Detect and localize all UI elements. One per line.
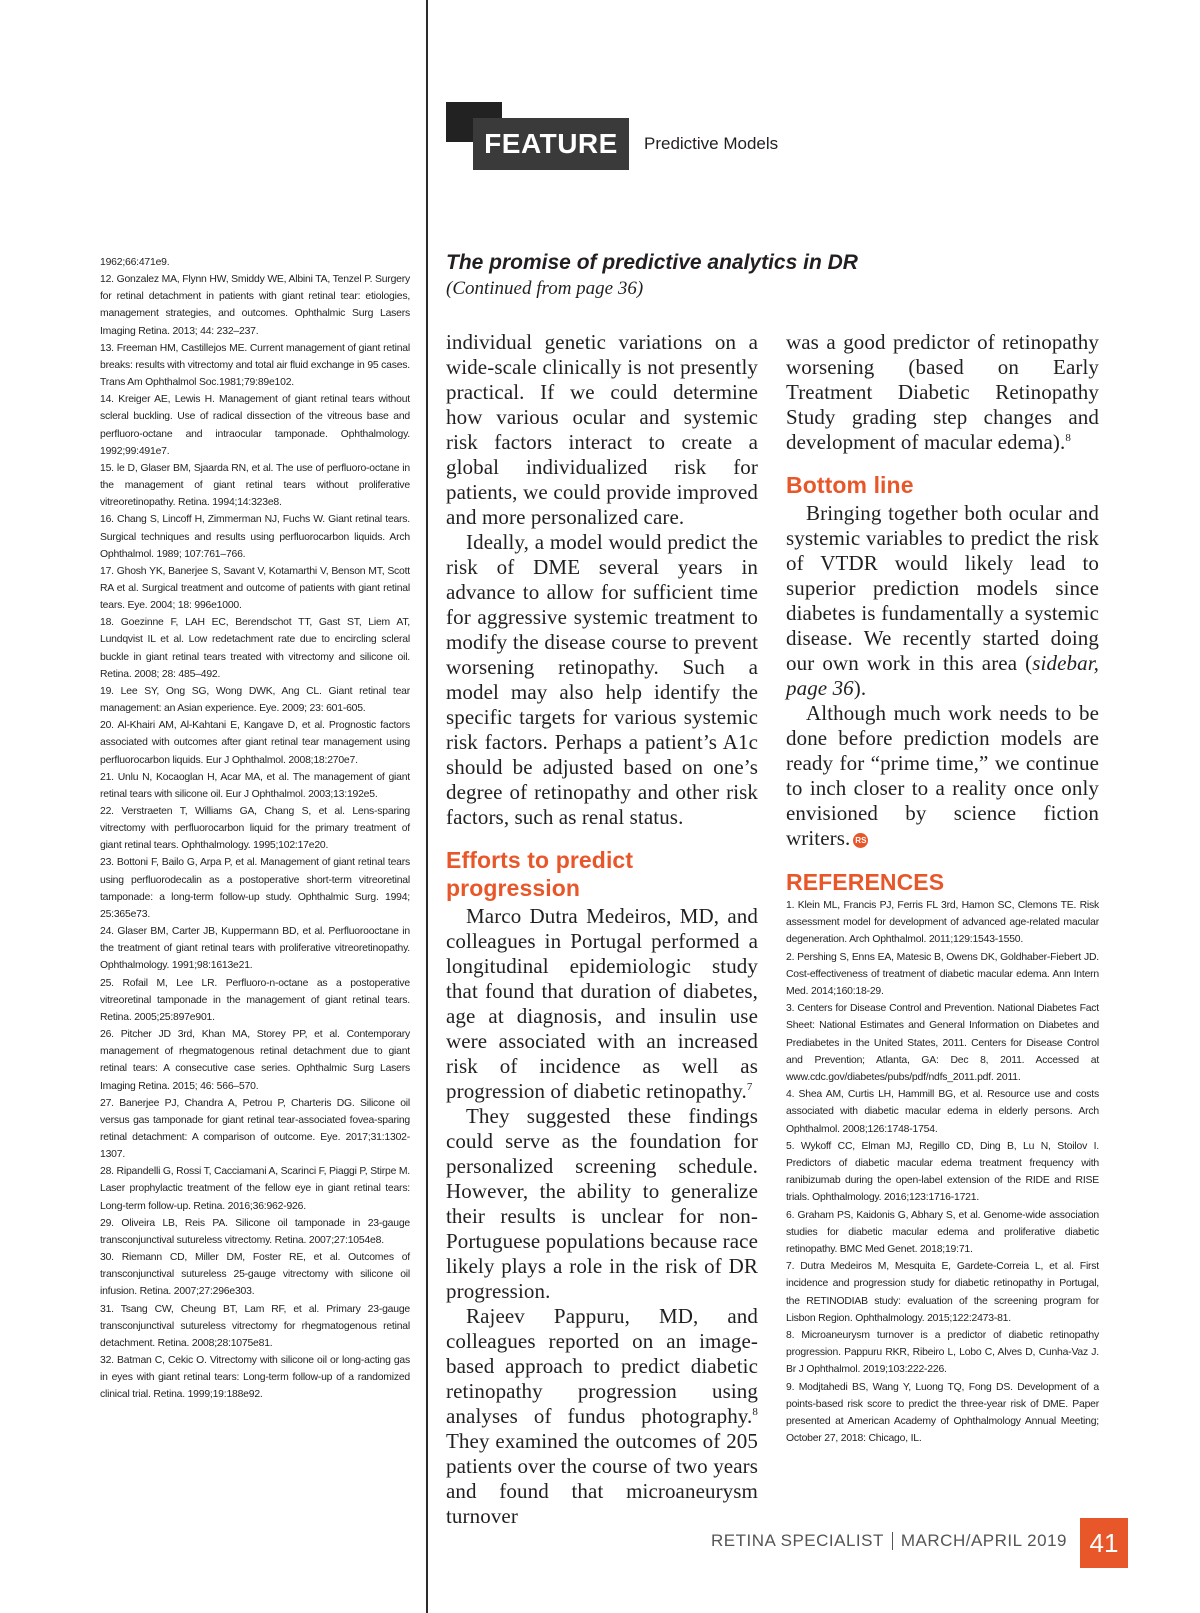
reference-item: 15. le D, Glaser BM, Sjaarda RN, et al. The use of perfluoro-octane in the management of giant retinal tears without proliferative vitreoretinopathy. Retina. 1994;14:323e8.	[100, 462, 410, 509]
right-references	[786, 897, 1099, 1448]
reference-item: 18. Goezinne F, LAH EC, Berendschot TT, Gast ST, Liem AT, Lundqvist IL et al. Low redetachment rate due to encircling scleral buckle in giant retinal tears treated with vitrectomy and silicone oil. Retina. 2008; 28: 485–492.	[100, 617, 410, 680]
reference-item: 21. Unlu N, Kocaoglan H, Acar MA, et al. The management of giant retinal tears with silicone oil. Eur J Ophthalmol. 2003;13:192e5.	[100, 771, 410, 800]
reference-item: 20. Al-Khairi AM, Al-Kahtani E, Kangave D, et al. Prognostic factors associated with outcomes after giant retinal tear management using perfluorocarbon liquids. Eur J Ophthalmol. 2008;18:270e7.	[100, 720, 410, 766]
reference-item: 16. Chang S, Lincoff H, Zimmerman NJ, Fuchs W. Giant retinal tears. Surgical techniques and results using perfluorocarbon liquids. Arch Ophthalmol. 1989; 107:761–766.	[100, 514, 410, 560]
reference-item: 14. Kreiger AE, Lewis H. Management of giant retinal tears without scleral buckling. Use of radical dissection of the vitreous base and perfluoro-octane and intraocular tamponade. Ophthalmology. 1992;99:491e7.	[100, 394, 410, 457]
reference-item: 2. Pershing S, Enns EA, Matesic B, Owens DK, Goldhaber-Fiebert JD. Cost-effectiveness of treatment of diabetic macular edema. Ann Intern Med. 2014;160:18-29.	[786, 951, 1099, 998]
reference-item: 13. Freeman HM, Castillejos ME. Current management of giant retinal breaks: results with vitrectomy and total air fluid exchange in 95 cases. Trans Am Ophthalmol Soc.1981;79:89e102.	[100, 342, 410, 389]
section-heading-bottom-line: Bottom line	[786, 472, 914, 498]
reference-item: 28. Ripandelli G, Rossi T, Cacciamani A, Scarinci F, Piaggi P, Stirpe M. Laser prophylactic treatment of the fellow eye in giant retinal tears: Long-term follow-up. Retina. 2016;36:962-926.	[100, 1166, 410, 1212]
publication-name: RETINA SPECIALIST	[711, 1531, 884, 1550]
body-paragraph	[446, 1304, 758, 1529]
references-heading: REFERENCES	[786, 869, 945, 895]
body-paragraph	[786, 701, 1099, 851]
body-text: ).	[853, 676, 867, 700]
reference-item: 12. Gonzalez MA, Flynn HW, Smiddy WE, Albini TA, Tenzel P. Surgery for retinal detachment in patients with giant retinal tear: etiologies, management strategies, and outcomes. Ophthalmic Surg Lasers Imaging Retina. 2013; 44: 232–237.	[100, 274, 410, 337]
reference-item: 4. Shea AM, Curtis LH, Hammill BG, et al. Resource use and costs associated with diabetic macular edema in elderly persons. Arch Ophthalmol. 2008;126:1748-1754.	[786, 1089, 1099, 1135]
reference-item: 19. Lee SY, Ong SG, Wong DWK, Ang CL. Giant retinal tear management: an Asian experience. Eye. 2009; 23: 601-605.	[100, 685, 410, 715]
reference-item: 9. Modjtahedi BS, Wang Y, Luong TQ, Fong DS. Development of a points-based risk score to predict the three-year risk of DME. Paper presented at American Academy of Ophthalmology Annual Meeting; October 27, 2018: Chicago, IL.	[786, 1381, 1099, 1445]
reference-item: 30. Riemann CD, Miller DM, Foster RE, et al. Outcomes of transconjunctival sutureless 25-gauge vitrectomy with silicone oil infusion. Retina. 2007;27:296e303.	[100, 1252, 410, 1298]
reference-item: 5. Wykoff CC, Elman MJ, Regillo CD, Ding B, Lu N, Stoilov I. Predictors of diabetic macular edema treatment frequency with ranibizumab during the open-label extension of the RIDE and RISE trials. Ophthalmology. 2016;123:1716-1721.	[786, 1140, 1099, 1204]
column-divider	[426, 0, 428, 1613]
reference-item: 32. Batman C, Cekic O. Vitrectomy with silicone oil or long-acting gas in eyes with giant retinal tears: Long-term follow-up of a randomized clinical trial. Retina. 1999;19:188e92.	[100, 1355, 410, 1401]
end-mark-icon: RS	[853, 833, 868, 848]
issue-date: MARCH/APRIL 2019	[900, 1531, 1067, 1550]
citation-superscript: 8	[752, 1406, 758, 1418]
page-footer	[711, 1531, 1067, 1551]
reference-item: 1. Klein ML, Francis PJ, Ferris FL 3rd, Hamon SC, Clemons TE. Risk assessment model for development of advanced age-related macular degeneration. Arch Ophthalmol. 2011;129:1543-1550.	[786, 900, 1099, 946]
article-column-right	[786, 330, 1099, 1448]
page-number: 41	[1080, 1518, 1128, 1568]
continued-note: (Continued from page 36)	[446, 278, 644, 299]
body-text: They examined the outcomes of 205 patients over the course of two years and found that microaneurysm turnover	[446, 1429, 758, 1528]
reference-item: 31. Tsang CW, Cheung BT, Lam RF, et al. Primary 23-gauge transconjunctival sutureless vitrectomy for rhegmatogenous retinal detachment. Retina. 2008;28:1075e81.	[100, 1303, 410, 1349]
citation-superscript: 7	[746, 1081, 753, 1093]
body-paragraph: Ideally, a model would predict the risk of DME several years in advance to allow for sufficient time for aggressive systemic treatment to modify the disease course to prevent worsening retinopathy. Such a model may also help identify the specific targets for various systemic risk factors. Perhaps a patient’s A1c should be adjusted based on one’s degree of retinopathy and other risk factors, such as renal status.	[446, 530, 758, 829]
reference-item: 6. Graham PS, Kaidonis G, Abhary S, et al. Genome-wide association studies for diabetic macular edema and proliferative diabetic retinopathy. BMC Med Genet. 2018;19:71.	[786, 1209, 1099, 1256]
reference-item: 17. Ghosh YK, Banerjee S, Savant V, Kotamarthi V, Benson MT, Scott RA et al. Surgical treatment and outcome of patients with giant retinal tears. Eye. 2004; 18: 996e1000.	[100, 565, 410, 612]
section-name: Predictive Models	[644, 134, 779, 153]
body-text: Bringing together both ocular and systemic variables to predict the risk of VTDR would likely lead to superior prediction models since diabetes is fundamentally a systemic disease. We recently started doing our own work in this area (	[786, 501, 1099, 675]
body-paragraph	[786, 330, 1099, 455]
reference-item: 26. Pitcher JD 3rd, Khan MA, Storey PP, et al. Contemporary management of rhegmatogenous retinal detachment due to giant retinal tears: A consecutive case series. Ophthalmic Surg Lasers Imaging Retina. 2015; 46: 566–570.	[100, 1029, 410, 1092]
reference-item: 29. Oliveira LB, Reis PA. Silicone oil tamponade in 23-gauge transconjunctival sutureless vitrectomy. Retina. 2007;27:1054e8.	[100, 1217, 410, 1246]
reference-item: 24. Glaser BM, Carter JB, Kuppermann BD, et al. Perfluorooctane in the treatment of giant retinal tears with proliferative vitreoretinopathy. Ophthalmology. 1991;98:1613e21.	[100, 926, 410, 972]
article-title: The promise of predictive analytics in DR	[446, 251, 858, 274]
reference-item: 3. Centers for Disease Control and Prevention. National Diabetes Fact Sheet: National Estimates and General Information on Diabetes and Prediabetes in the United States, 2011. Centers for Disease Control and Prevention; Atlanta, GA: Dec 8, 2011. Accessed at www.cdc.gov/diabetes/pubs/pdf/ndfs_2011.pdf. 2011.	[786, 1003, 1099, 1084]
body-text: Marco Dutra Medeiros, MD, and colleagues in Portugal performed a longitudinal epidemiologic study that found that duration of diabetes, age at diagnosis, and insulin use were associated with an increased risk of incidence as well as progression of diabetic retinopathy.	[446, 904, 758, 1103]
reference-item: 7. Dutra Medeiros M, Mesquita E, Gardete-Correia L, et al. First incidence and progression study for diabetic retinopathy in Portugal, the RETINODIAB study: evaluation of the screening program for Lisbon Region. Ophthalmology. 2015;122:2473-81.	[786, 1261, 1099, 1324]
body-paragraph: They suggested these findings could serve as the foundation for personalized screening schedule. However, the ability to generalize their results is unclear for non-Portuguese populations because race likely plays a role in the risk of DR progression.	[446, 1104, 758, 1303]
reference-item: 27. Banerjee PJ, Chandra A, Petrou P, Charteris DG. Silicone oil versus gas tamponade for giant retinal tear-associated fovea-sparing retinal detachment: A comparison of outcome. Eye. 2017;31:1302-1307.	[100, 1097, 410, 1161]
reference-item: 8. Microaneurysm turnover is a predictor of diabetic retinopathy progression. Pappuru RKR, Ribeiro L, Lobo C, Alves D, Cunha-Vaz J. Br J Ophthalmol. 2019;103:222-226.	[786, 1330, 1099, 1376]
body-text: was a good predictor of retinopathy worsening (based on Early Treatment Diabetic Retinopathy Study grading step changes and development of macular edema).	[786, 330, 1099, 454]
footer-separator	[892, 1532, 893, 1550]
reference-item: 1962;66:471e9.	[100, 257, 170, 268]
left-references	[100, 254, 410, 1403]
sidebar-reference: sidebar, page 36	[786, 651, 1099, 700]
citation-superscript: 8	[1065, 432, 1071, 444]
body-text: Although much work needs to be done before prediction models are ready for “prime time,” we continue to inch closer to a reality once only envisioned by science fiction writers.	[786, 701, 1099, 850]
body-paragraph: individual genetic variations on a wide-scale clinically is not presently practical. If we could determine how various ocular and systemic risk factors interact to create a global individualized risk for patients, we could provide improved and more personalized care.	[446, 330, 758, 529]
reference-item: 23. Bottoni F, Bailo G, Arpa P, et al. Management of giant retinal tears using perfluorodecalin as a postoperative short-term vitreoretinal tamponade: a long-term follow-up study. Ophthalmic Surg. 1994; 25:365e73.	[100, 857, 410, 920]
article-column-middle	[446, 330, 758, 1529]
reference-item: 22. Verstraeten T, Williams GA, Chang S, et al. Lens-sparing vitrectomy with perfluorocarbon liquid for the primary treatment of giant retinal tears. Ophthalmology. 1995;102:17e20.	[100, 806, 410, 852]
reference-item: 25. Rofail M, Lee LR. Perfluoro-n-octane as a postoperative vitreoretinal tamponade in the management of giant retinal tears. Retina. 2005;25:897e901.	[100, 977, 410, 1023]
body-paragraph	[446, 904, 758, 1104]
feature-label: FEATURE	[473, 118, 629, 170]
body-text: Rajeev Pappuru, MD, and colleagues reported on an image-based approach to predict diabetic retinopathy progression using analyses of fundus photography.	[446, 1304, 758, 1428]
body-paragraph	[786, 501, 1099, 701]
section-heading-efforts: Efforts to predict progression	[446, 847, 634, 901]
